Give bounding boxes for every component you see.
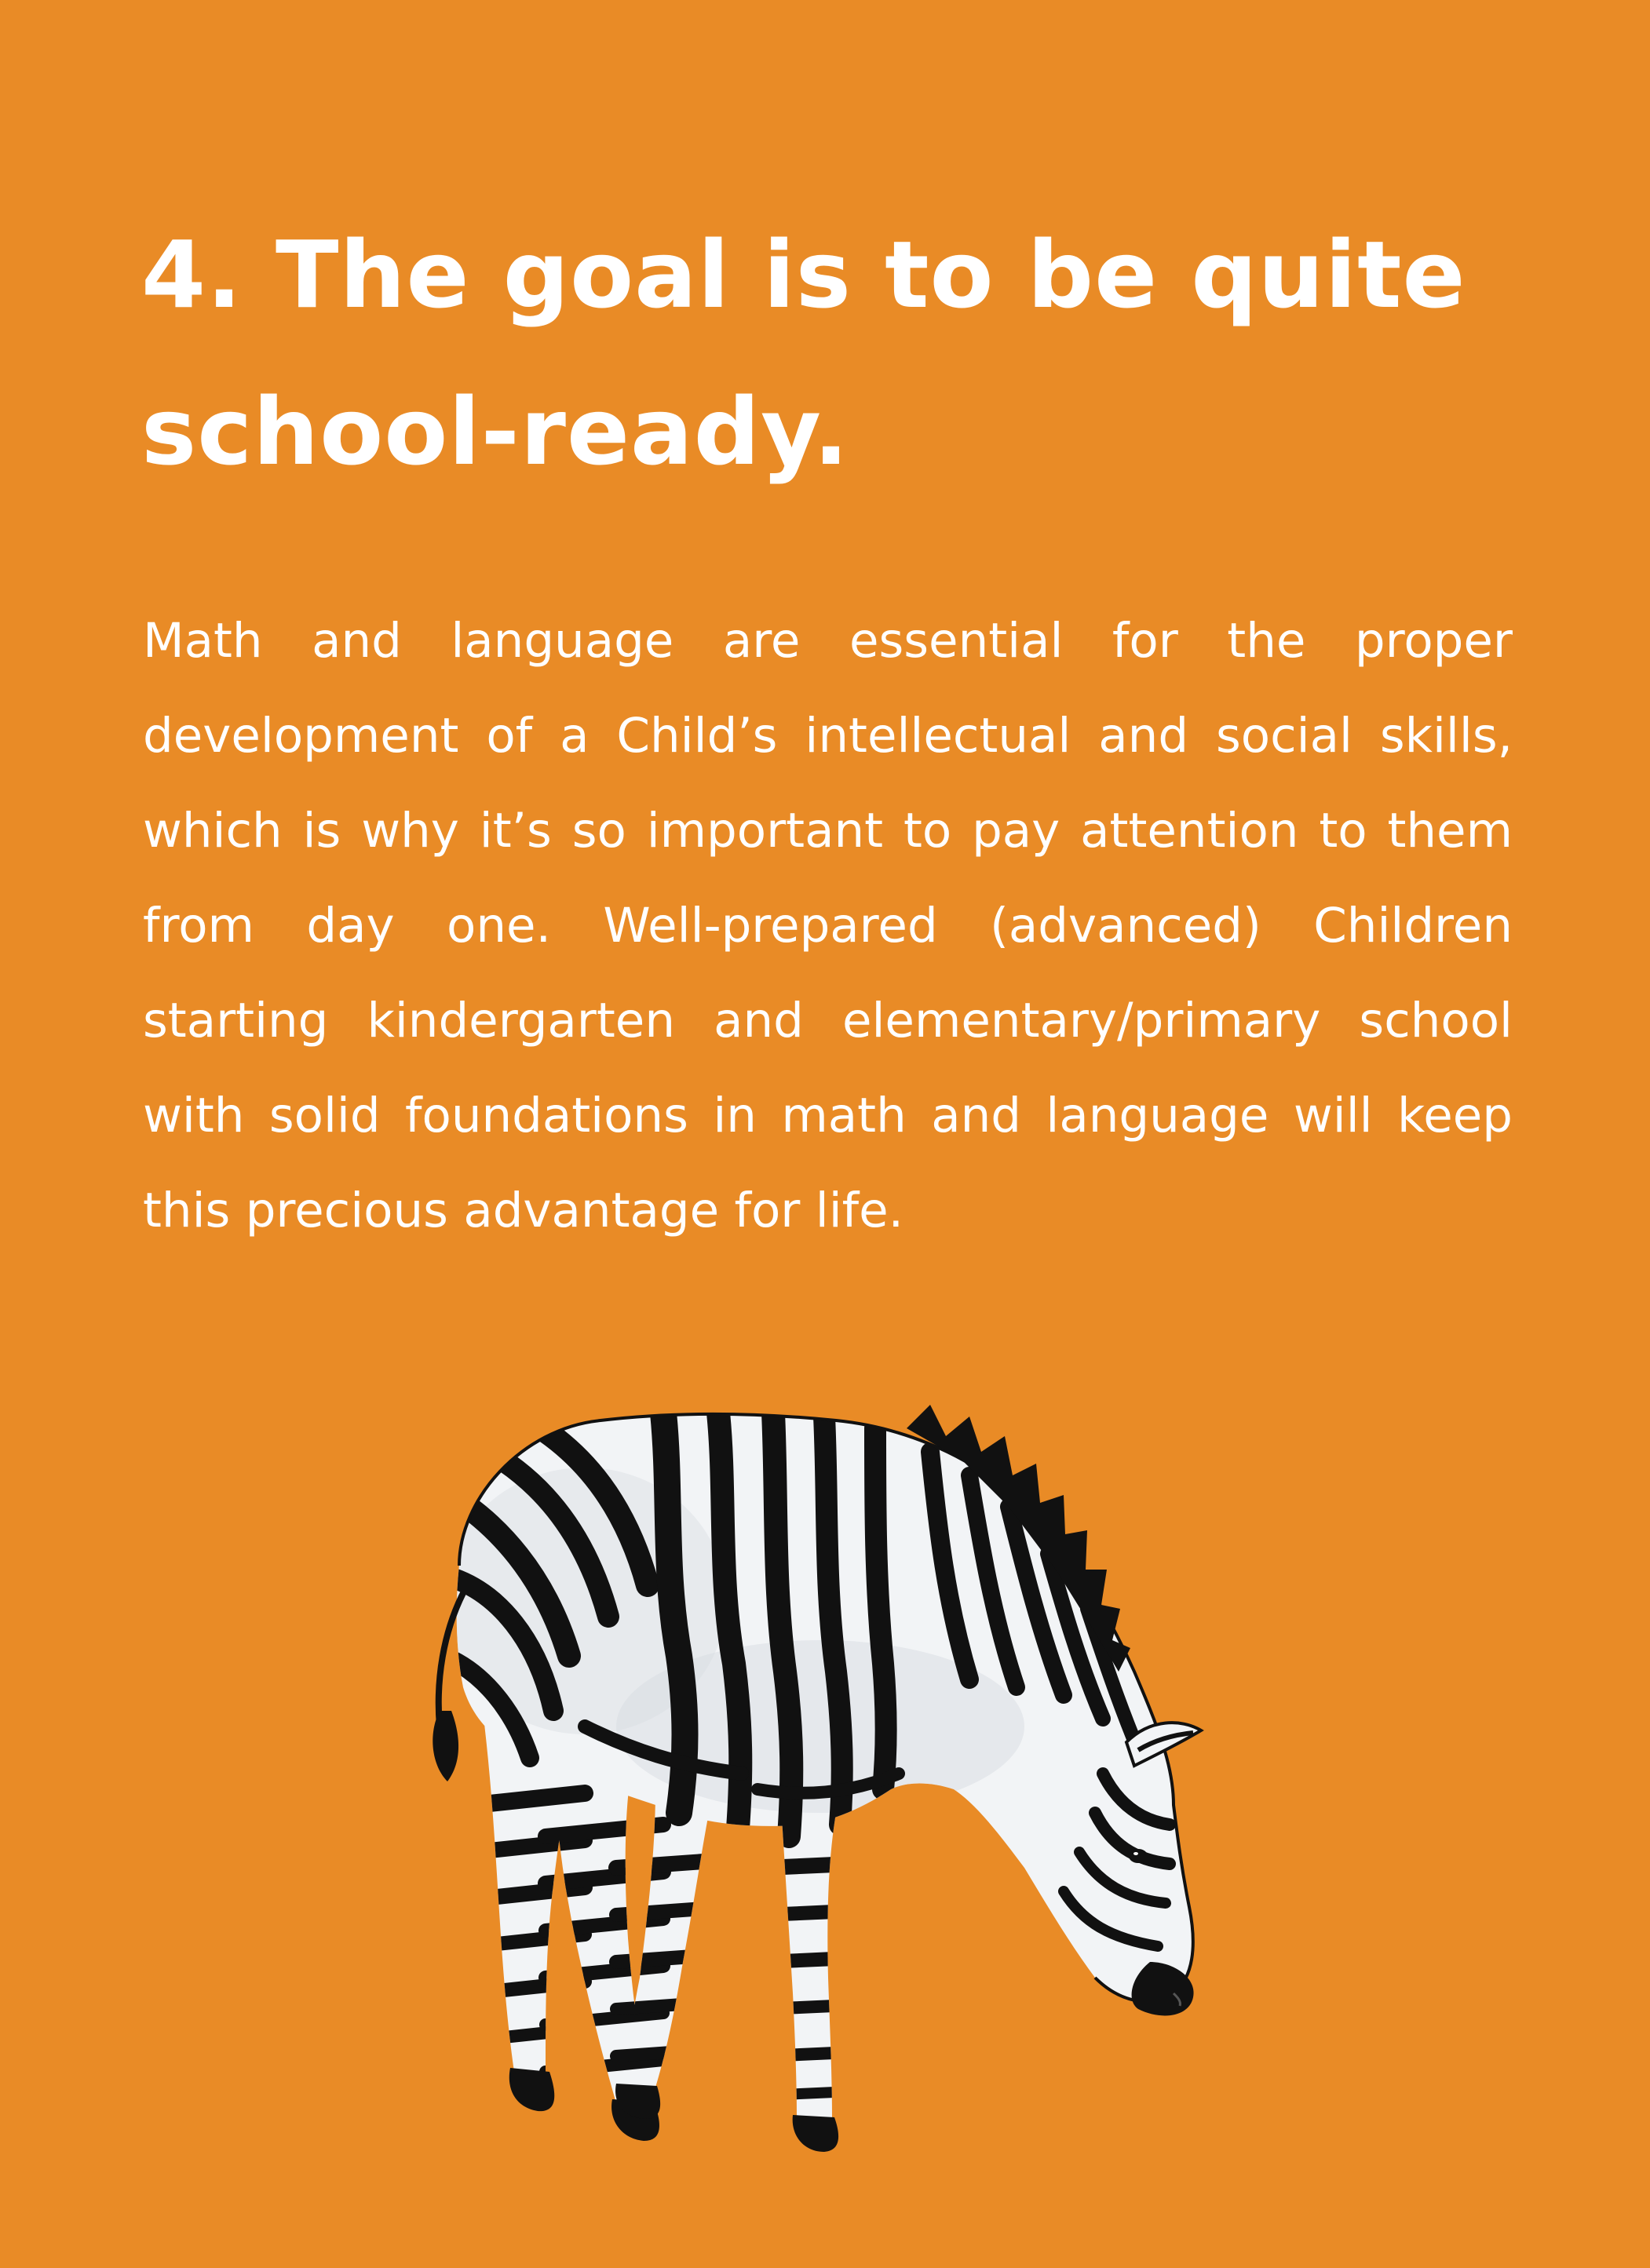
zebra-illustration xyxy=(428,1397,1221,2205)
body-paragraph: Math and language are essential for the proper development of a Child’s intellectual and social skills, which is why it’s so important to pay attention to them from day one. Well-prepared (advanced) Children starting kindergarten and elementary/primary school with solid foundations in math and language will keep this precious advantage for life. xyxy=(143,613,1513,1238)
page-title xyxy=(141,196,1539,510)
page-title-line-1: 4. The goal is to be quite xyxy=(141,221,1466,329)
zebra-icon xyxy=(428,1397,1221,2205)
page-title-line-2: school-ready. xyxy=(141,377,849,486)
